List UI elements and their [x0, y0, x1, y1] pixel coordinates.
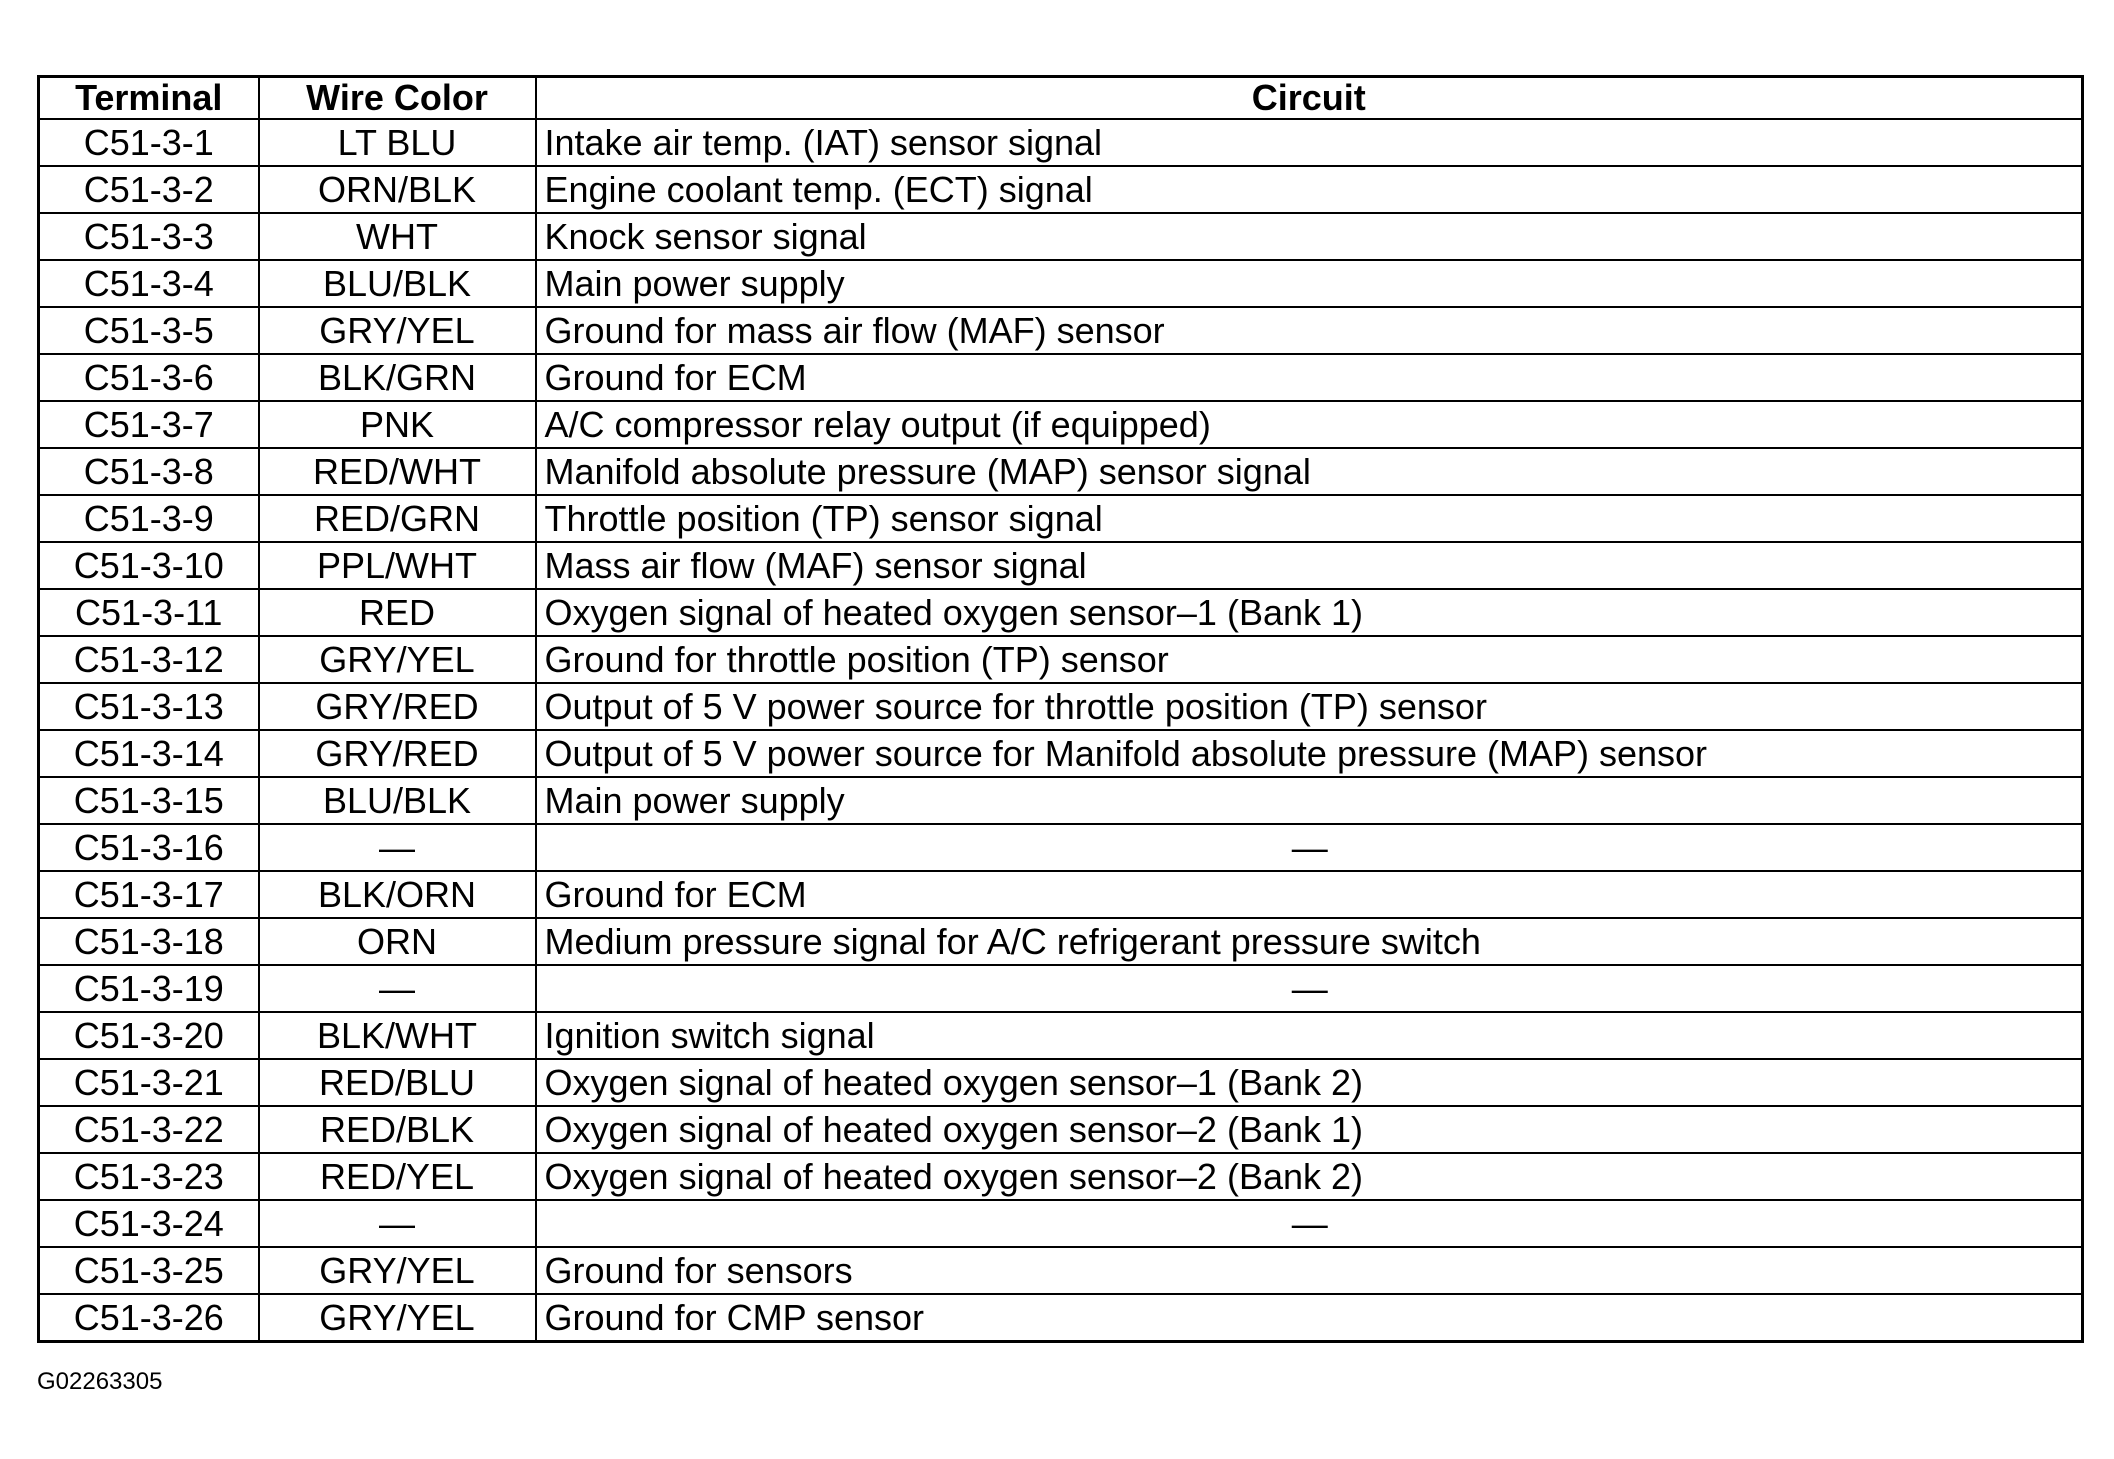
wire-color-cell: —: [259, 965, 536, 1012]
wire-color-cell: ORN: [259, 918, 536, 965]
table-row: [39, 965, 2083, 1012]
terminal-cell: C51-3-22: [39, 1106, 259, 1153]
terminal-cell: C51-3-11: [39, 589, 259, 636]
circuit-cell: Engine coolant temp. (ECT) signal: [536, 166, 2083, 213]
circuit-cell: Ground for ECM: [536, 354, 2083, 401]
wire-color-cell: GRY/RED: [259, 683, 536, 730]
terminal-cell: C51-3-21: [39, 1059, 259, 1106]
wire-color-cell: WHT: [259, 213, 536, 260]
table-row: [39, 495, 2083, 542]
terminal-cell: C51-3-1: [39, 119, 259, 166]
terminal-cell: C51-3-18: [39, 918, 259, 965]
table-row: [39, 1012, 2083, 1059]
table-row: [39, 589, 2083, 636]
terminal-table-container: [37, 75, 2084, 1343]
table-row: [39, 354, 2083, 401]
table-row: [39, 636, 2083, 683]
circuit-cell: Output of 5 V power source for throttle position (TP) sensor: [536, 683, 2083, 730]
terminal-cell: C51-3-15: [39, 777, 259, 824]
circuit-cell: A/C compressor relay output (if equipped): [536, 401, 2083, 448]
terminal-cell: C51-3-26: [39, 1294, 259, 1342]
circuit-cell: —: [536, 1200, 2083, 1247]
circuit-cell: Oxygen signal of heated oxygen sensor–2 (Bank 1): [536, 1106, 2083, 1153]
wire-color-cell: —: [259, 824, 536, 871]
table-row: [39, 871, 2083, 918]
wire-color-cell: ORN/BLK: [259, 166, 536, 213]
table-body: [39, 119, 2083, 1342]
table-row: [39, 1153, 2083, 1200]
terminal-cell: C51-3-13: [39, 683, 259, 730]
terminal-wire-table: [37, 75, 2084, 1343]
wire-color-cell: BLK/WHT: [259, 1012, 536, 1059]
circuit-cell: Intake air temp. (IAT) sensor signal: [536, 119, 2083, 166]
table-row: [39, 777, 2083, 824]
circuit-cell: Oxygen signal of heated oxygen sensor–1 (Bank 2): [536, 1059, 2083, 1106]
table-row: [39, 730, 2083, 777]
table-row: [39, 824, 2083, 871]
table-row: [39, 683, 2083, 730]
circuit-cell: Oxygen signal of heated oxygen sensor–1 (Bank 1): [536, 589, 2083, 636]
wire-color-cell: LT BLU: [259, 119, 536, 166]
terminal-cell: C51-3-6: [39, 354, 259, 401]
table-row: [39, 213, 2083, 260]
terminal-cell: C51-3-9: [39, 495, 259, 542]
wire-color-cell: RED/BLK: [259, 1106, 536, 1153]
table-row: [39, 307, 2083, 354]
terminal-cell: C51-3-2: [39, 166, 259, 213]
wire-color-cell: GRY/YEL: [259, 1247, 536, 1294]
wire-color-cell: RED/BLU: [259, 1059, 536, 1106]
table-row: [39, 401, 2083, 448]
circuit-cell: Ground for mass air flow (MAF) sensor: [536, 307, 2083, 354]
wire-color-cell: BLK/GRN: [259, 354, 536, 401]
wire-color-cell: RED/YEL: [259, 1153, 536, 1200]
terminal-cell: C51-3-23: [39, 1153, 259, 1200]
wire-color-cell: BLU/BLK: [259, 260, 536, 307]
terminal-cell: C51-3-16: [39, 824, 259, 871]
circuit-cell: Ground for sensors: [536, 1247, 2083, 1294]
terminal-cell: C51-3-8: [39, 448, 259, 495]
header-circuit: Circuit: [536, 77, 2083, 120]
terminal-cell: C51-3-12: [39, 636, 259, 683]
circuit-cell: Medium pressure signal for A/C refrigerant pressure switch: [536, 918, 2083, 965]
circuit-cell: Main power supply: [536, 260, 2083, 307]
terminal-cell: C51-3-14: [39, 730, 259, 777]
circuit-cell: Ground for throttle position (TP) sensor: [536, 636, 2083, 683]
circuit-cell: Output of 5 V power source for Manifold absolute pressure (MAP) sensor: [536, 730, 2083, 777]
table-row: [39, 448, 2083, 495]
wire-color-cell: GRY/YEL: [259, 307, 536, 354]
terminal-cell: C51-3-10: [39, 542, 259, 589]
circuit-cell: —: [536, 824, 2083, 871]
wire-color-cell: PPL/WHT: [259, 542, 536, 589]
table-header-row: [39, 77, 2083, 120]
table-row: [39, 166, 2083, 213]
circuit-cell: Throttle position (TP) sensor signal: [536, 495, 2083, 542]
wire-color-cell: GRY/YEL: [259, 636, 536, 683]
table-row: [39, 1294, 2083, 1342]
wire-color-cell: PNK: [259, 401, 536, 448]
terminal-cell: C51-3-7: [39, 401, 259, 448]
table-row: [39, 1106, 2083, 1153]
terminal-cell: C51-3-19: [39, 965, 259, 1012]
terminal-cell: C51-3-4: [39, 260, 259, 307]
terminal-cell: C51-3-24: [39, 1200, 259, 1247]
circuit-cell: Main power supply: [536, 777, 2083, 824]
table-row: [39, 542, 2083, 589]
circuit-cell: Knock sensor signal: [536, 213, 2083, 260]
table-row: [39, 119, 2083, 166]
circuit-cell: —: [536, 965, 2083, 1012]
table-row: [39, 918, 2083, 965]
table-row: [39, 260, 2083, 307]
circuit-cell: Oxygen signal of heated oxygen sensor–2 (Bank 2): [536, 1153, 2083, 1200]
terminal-cell: C51-3-20: [39, 1012, 259, 1059]
table-row: [39, 1247, 2083, 1294]
header-wire-color: Wire Color: [259, 77, 536, 120]
wire-color-cell: GRY/YEL: [259, 1294, 536, 1342]
wire-color-cell: —: [259, 1200, 536, 1247]
wire-color-cell: RED: [259, 589, 536, 636]
table-row: [39, 1200, 2083, 1247]
wire-color-cell: RED/GRN: [259, 495, 536, 542]
circuit-cell: Ground for CMP sensor: [536, 1294, 2083, 1342]
header-terminal: Terminal: [39, 77, 259, 120]
wire-color-cell: BLU/BLK: [259, 777, 536, 824]
wire-color-cell: RED/WHT: [259, 448, 536, 495]
circuit-cell: Ignition switch signal: [536, 1012, 2083, 1059]
terminal-cell: C51-3-25: [39, 1247, 259, 1294]
terminal-cell: C51-3-5: [39, 307, 259, 354]
figure-id: G02263305: [37, 1368, 163, 1395]
wire-color-cell: GRY/RED: [259, 730, 536, 777]
table-row: [39, 1059, 2083, 1106]
circuit-cell: Mass air flow (MAF) sensor signal: [536, 542, 2083, 589]
circuit-cell: Ground for ECM: [536, 871, 2083, 918]
terminal-cell: C51-3-3: [39, 213, 259, 260]
wire-color-cell: BLK/ORN: [259, 871, 536, 918]
circuit-cell: Manifold absolute pressure (MAP) sensor signal: [536, 448, 2083, 495]
terminal-cell: C51-3-17: [39, 871, 259, 918]
